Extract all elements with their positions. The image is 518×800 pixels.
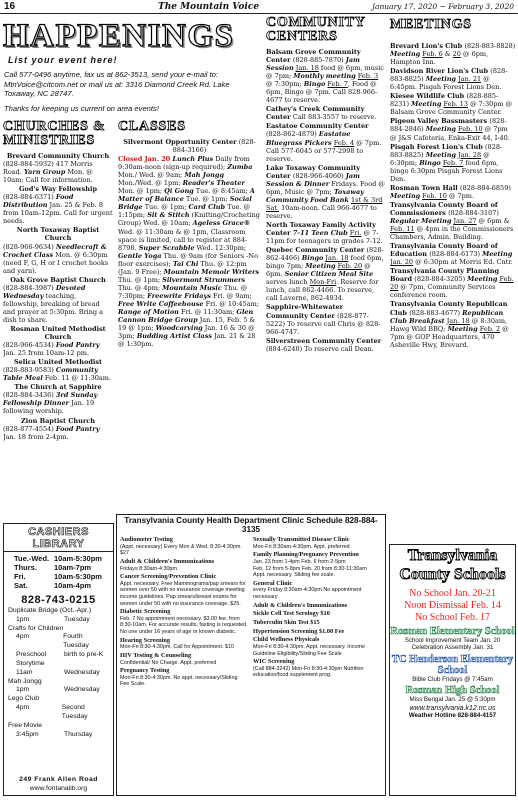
- hours-time: 10am-5:30pm: [54, 572, 102, 581]
- clinic-service: HIV Testing & Counseling: [120, 651, 192, 659]
- rosman-high: Rosman High School: [405, 684, 500, 696]
- class-name: Lunch Plus: [172, 155, 214, 164]
- rosman-elementary: Rosman Elementary School: [390, 625, 515, 637]
- meeting-name: Pisgah Forest Lion's Club: [390, 142, 486, 151]
- clinic-details: Appt. necessary. Free Mammograms/pap smears for women over 50 with no insurance coverage meeting income guidelines. Pap smears/breast exams for women under 50 with no insurance coverage. $25.: [120, 580, 246, 607]
- class-name: Woodcarving: [155, 324, 203, 333]
- tc-henderson-elementary: TC Henderson Elementary School: [391, 653, 514, 676]
- meeting-name: Transylvania County Planning Board: [390, 267, 500, 284]
- church-name: Selica United Methodist: [13, 358, 103, 367]
- clinic-service: Adult & Children's Immunizations: [253, 601, 348, 609]
- class-name: Mah Jongg: [184, 171, 224, 180]
- community-column: [266, 48, 386, 514]
- weather-hotline: Weather Hotline 828-884-4157: [408, 712, 497, 720]
- program-time-row: [8, 704, 109, 722]
- hours-time: 10am-4pm: [54, 581, 92, 590]
- meeting-entry: [390, 92, 516, 116]
- library-website: www.fontanalib.org: [29, 784, 88, 792]
- clinic-service: Hypertension Screening $1.00 Fee: [253, 627, 345, 635]
- library-title: CASHIERS LIBRARY: [4, 524, 113, 552]
- program-time: 3:45pm: [16, 730, 39, 738]
- community-details: (828-966-4060) Jam Session & Dinner Fridays. Food @ 6pm, Music @ 7pm; Toxaway Community Food Bank 1st & 3rd Sat. 10am-noon. Call 966-4677 to reserve.: [266, 171, 385, 220]
- clinic-details: Mon-Fri 8:30am-4:30pm. Appt. preferred: [253, 543, 350, 550]
- program-name: Lego Club: [8, 695, 39, 703]
- church-name: Zion Baptist Church: [21, 416, 95, 425]
- meeting-entry: [390, 201, 516, 241]
- clinic-service: Hearing Screening: [120, 636, 171, 644]
- class-name: Range of Motion: [118, 307, 179, 316]
- program-time: 1pm: [16, 686, 30, 694]
- clinic-service: Audiometer Testing: [120, 536, 173, 543]
- meeting-name: Transylvania County Board of Commissioners: [390, 200, 498, 217]
- clinic-details: Appt. necessary. Sliding fee scale.: [253, 572, 336, 579]
- meeting-name: Transylvania County Board of Education: [390, 242, 498, 259]
- church-entry: The Church at Sapphire (828-884-3436) 3rd Sunday Fellowship Dinner Jan. 19 following worship.: [3, 383, 113, 415]
- community-entry: [266, 337, 386, 353]
- class-name: Glen Cannon Bridge Group: [118, 307, 254, 325]
- meeting-entry: [390, 267, 516, 299]
- church-name: The Church at Sapphire: [14, 383, 102, 392]
- program-time: 4pm: [16, 633, 30, 641]
- church-name: Brevard Community Church: [6, 152, 110, 160]
- class-name: Silvermont Strummers: [162, 275, 246, 284]
- clinic-service: Diabetic Screening: [120, 608, 171, 616]
- schools-title-1: Transylvania: [407, 547, 498, 564]
- health-left-column: [120, 535, 248, 793]
- meeting-entry: [390, 42, 516, 66]
- class-name: Free Write Coffeehouse: [118, 299, 204, 308]
- community-details: (884-6240) To reserve call Dean.: [266, 344, 374, 353]
- church-entry: North Toxaway Baptist Church (828-966-9634) Needlecraft & Crochet Class Mon. @ 6:30pm (need F, G, H or I crochet hooks and yarn).: [3, 226, 113, 274]
- class-name: Card Club: [188, 203, 226, 212]
- schools-title-2: County Schools: [399, 566, 506, 584]
- meeting-entry: [390, 300, 516, 348]
- community-entry: [266, 122, 386, 162]
- church-name: Rosman United Methodist Church: [10, 324, 106, 342]
- meeting-name: Brevard Lion's Club: [390, 42, 465, 50]
- clinic-details: Mon-Fri 8:30-4:30pm. Call for Appointment. $10: [120, 644, 234, 651]
- clinic-details: every Friday 8:30am-4:30pm No appointment necessary: [253, 587, 362, 600]
- schools-website[interactable]: www.transylvania.k12.nc.us: [409, 705, 496, 713]
- meeting-details: (828-883-8825) Meeting Jan. 21 @ 6:45pm. Pisgah Forest Lions Den.: [390, 67, 508, 92]
- clinic-service: Sexually Transmitted Disease Clinic: [253, 536, 350, 543]
- clinic-details: Feb. 7 No appointment necessary. $3.00 fee. from 8:30-10am. For accurate results, fasting is requested. No one under 16 years of age or known diabetic.: [120, 615, 248, 636]
- clinic-details: (Appt. necessary) Every Mon & Wed. 8:30-4:30pm. $27: [120, 543, 242, 557]
- contact-text: Call 577-0496 anytime, fax us at 862-3513, send your e-mail to: MtnVoice@citcom.net or mail us at: 3316 Diamond Creek Rd. Lake Toxaway, NC 28747.: [4, 70, 230, 99]
- community-name: Sapphire-Whitewater Community Center: [266, 303, 344, 320]
- program-day: Wednesday: [64, 668, 100, 676]
- church-entry: Zion Baptist Church (828-877-4554) Food Pantry Jan. 18 from 2-4pm.: [3, 417, 113, 441]
- community-name: Balsam Grove Community Center: [266, 48, 361, 65]
- meeting-details: (828-883-4677) Republican Club Breakfast Jan. 18 @ 8:30am, Hawg Wild BBQ; Meeting Feb. 2 @ 7pm @ GOP Headquarters, 470 Asheville Hwy, Brevard.: [390, 308, 509, 349]
- classes-heading: CLASSES: [118, 119, 186, 134]
- class-name: Mountain Memoir Writers: [163, 267, 260, 276]
- clinic-service: Family Planning/Pregnancy Prevention: [253, 551, 359, 559]
- program-time-row: [8, 651, 109, 669]
- meeting-details: (828-883-8828) Meeting Feb. 6 & 20 @ 6pm, Hampton Inn.: [390, 42, 516, 67]
- library-footer: [4, 776, 113, 793]
- hours-day: Sat.: [14, 581, 28, 590]
- issue-date: January 17, 2020 ~ February 3, 2020: [371, 2, 514, 11]
- meeting-details: (828-883-8825) Meeting Jan. 28 @ 6:30pm; Bingo Feb. 7 food 6pm, bingo 6:30pm Pisgah Forest Lions Den.: [390, 142, 503, 183]
- program-time: 1pm: [16, 615, 30, 623]
- happenings-title: HAPPENINGS: [3, 18, 235, 54]
- clinic-details: Confidential/ No Charge. Appt. preferred: [120, 659, 217, 666]
- hours-time: 10am-7pm: [54, 563, 92, 572]
- library-hours-row: [14, 554, 109, 563]
- meeting-entry: [390, 242, 516, 266]
- meeting-entry: [390, 143, 516, 183]
- church-event: Food Pantry: [55, 424, 100, 433]
- rosman-high-note: Miss Bengal Jan. 25 @ 5:30pm: [409, 696, 496, 703]
- community-details: (828-885-7870) Jam Session Jan. 18 food @ 6pm, music @ 7pm; Monthly meeting Feb. 3 @ 7:30pm; Bingo Feb. 7, Food @ 6pm, Bingo @ 7pm. Call 828-966-4677 to reserve.: [266, 56, 384, 105]
- class-name: Mountain Music: [162, 283, 222, 292]
- meeting-name: Transylvania County Republican Club: [390, 300, 508, 317]
- library-hours-row: [14, 563, 109, 572]
- school-notice: No School Feb. 17: [415, 611, 490, 623]
- community-entry: [266, 246, 386, 302]
- class-name: Freewrite Fridays: [147, 291, 211, 300]
- class-name: Sit & Stitch: [147, 211, 190, 220]
- clinic-service: Adult & Children's Immunizations: [120, 557, 215, 565]
- program-name: Free Movie: [8, 721, 42, 729]
- rosman-elementary-note: School Improvement Team Jan. 20 Celebration Assembly Jan. 31: [404, 636, 501, 652]
- community-details: (828-862-4466) Bingo Jan. 18 food 6pm, bingo 7pm; Meeting Feb. 20 @ 6pm. Senior Citizen Meal Site serves lunch Mon-Fri. Reserve for lunch, call 862-4466. To reserve, call Laverne, 862-4934.: [266, 246, 384, 303]
- hours-time: 10am-5:30pm: [54, 554, 102, 563]
- community-name: Silverstreen Community Center: [266, 336, 382, 345]
- meeting-details: (828-884-2846) Meeting Feb. 10 @ 7pm @ J&S Cafeteria, Enka-Exit 44, I-40.: [390, 117, 510, 142]
- cashiers-library-box: [3, 523, 114, 796]
- hours-day: Tue.-Wed.: [14, 554, 50, 563]
- program-day: Fourth Tuesday: [63, 633, 89, 650]
- clinic-service: Cancer Screening/Prevention Clinic: [120, 573, 217, 581]
- clinic-details: Mon-Fri 8:30-4:30pm. Appt. necessary. Income Guideline Eligibility/Sliding Fee Scale: [253, 643, 365, 657]
- church-event: Yarn Group: [23, 168, 66, 177]
- church-event: Food Distribution: [3, 193, 74, 210]
- class-name: Budding Artist Class: [136, 332, 213, 341]
- community-entry: [266, 48, 386, 104]
- clinic-service: Sickle Cell Test Serology $10: [253, 610, 330, 618]
- church-entry: Rosman United Methodist Church (828-966-4534) Food Pantry Jan. 25 from 10am-12 pm.: [3, 325, 113, 357]
- community-name: Eastatoe Community Center: [266, 122, 369, 131]
- tc-henderson-note: Bible Club Fridays @ 7:45am: [412, 675, 493, 683]
- library-hours-row: [14, 572, 109, 581]
- meeting-name: Pigeon Valley Bassmasters: [390, 117, 490, 126]
- program-day: Tuesday: [64, 615, 90, 623]
- school-notices: [390, 588, 515, 624]
- community-entry: [266, 221, 386, 245]
- church-name: God's Way Fellowship: [19, 185, 97, 194]
- clinic-service: Pregnancy Testing: [120, 667, 170, 675]
- class-name: Ageless Grace®: [192, 219, 251, 228]
- community-name: Lake Toxaway Community Center: [266, 163, 361, 180]
- class-name: Gentle Yoga: [118, 251, 162, 260]
- page-number: 16: [4, 1, 16, 12]
- class-name: Tai Chi: [172, 259, 199, 268]
- community-details: 7-11 Teen Club Fri. @ 7-11pm for teenagers in grades 7-12.: [266, 229, 383, 246]
- meeting-entry: [390, 184, 516, 200]
- county-schools-box: [389, 544, 516, 796]
- school-notice: Noon Dismissal Feb. 14: [404, 599, 501, 611]
- clinic-details: Mon-Fri 8:30-4:30pm. No appt. necessary/Sliding Fee Scale.: [120, 674, 238, 688]
- program-time: 4pm: [16, 704, 30, 712]
- class-name: Qi Gong: [164, 187, 194, 196]
- clinic-service: WIC Screening: [253, 658, 295, 666]
- masthead: The Mountain Voice: [158, 1, 260, 12]
- meeting-name: Davidson River Lion's Club: [390, 67, 491, 76]
- community-details: (828-877-5222) To reserve call Chris @ 828-966-4747.: [266, 311, 381, 336]
- hours-day: Thurs.: [14, 563, 37, 572]
- church-event: Devoted Wednesday: [3, 283, 86, 300]
- clinic-service: Child Wellness Physicals: [253, 636, 320, 644]
- school-notice: No School Jan. 20-21: [409, 587, 496, 599]
- meeting-entry: [390, 67, 516, 91]
- program-day: Wednesday: [64, 686, 100, 694]
- church-event: 3rd Sunday Fellowship Dinner: [3, 391, 98, 408]
- program-time-row: [8, 633, 109, 651]
- meeting-details: (828-884-3205) Meeting Feb. 20 @ 7pm, Community Services conference room.: [390, 275, 514, 300]
- happenings-contact-info: [4, 70, 262, 114]
- program-time-row: [8, 616, 109, 625]
- library-address: 249 Frank Allen Road: [19, 776, 98, 784]
- program-name: Crafts for Children: [8, 624, 64, 632]
- class-name: Social Bridge: [118, 195, 252, 212]
- library-hours: [4, 552, 113, 590]
- meeting-details: (828-884-6173) Meeting Jan. 20 @ 6:30pm at Morris Ed. Cntr.: [390, 250, 513, 267]
- thanks-text: Thanks for keeping us current on area events!: [4, 103, 159, 113]
- program-time-row: [8, 686, 109, 695]
- meeting-entry: [390, 117, 516, 141]
- closed-notice: Closed Jan. 20: [118, 155, 173, 164]
- class-name: A Matter of Balance: [118, 187, 255, 204]
- community-entry: [266, 164, 386, 220]
- happenings-subtitle: List your event here!: [8, 55, 118, 65]
- program-day: birth to pre-K: [64, 651, 104, 659]
- class-name: Reader's Theater: [182, 179, 245, 188]
- church-entry: Brevard Community Church (828-884-5932) 417 Morris Road. Yarn Group Mon. @ 10am; Call for information.: [3, 152, 113, 184]
- meetings-column: [390, 42, 516, 540]
- church-entry: Selica United Methodist (828-883-9583) Community Table Meal Feb. 11 @ 11:30am.: [3, 358, 113, 382]
- church-name: North Toxaway Baptist Church: [16, 226, 100, 243]
- clinic-service: Tuberculin Skin Test $15: [253, 618, 320, 626]
- classes-body: Closed Jan. 20 Lunch Plus Daily from 9:30am-noon (sign-up required); Zumba Mon./ Wed. @ 9am; Mah Jongg Mon./Wed. @ 1pm; Reader's Theater Mon. @ 1pm; Qi Gong Tue. @ 8:45am; A Matter of Balance Tue. @ 1pm; Social Bridge Tue. @ 1pm; Card Club Tue. @ 1:15pm; Sit & Stitch (Knitting/Crocheting Group) Wed. @ 10am; Ageless Grace® Wed. @ 11:30am & @ 1pm, Classroom space is limited, call to register at 884-8798. Super Scrabble Wed. 12:30pm; Gentle Yoga Thu. @ 9am (for Seniors -No floor exercises); Tai Chi Thu. @ 12:pm (Jan. 9 Free); Mountain Memoir Writers Thu. @ 1pm; Silvermont Strummers Thu. @ 4pm; Mountain Music Thu. @ 7:30pm; Freewrite Fridays Fri. @ 9am; Free Write Coffeehouse Fri. @ 10:45am; Range of Motion Fri. @ 11:30am; Glen Cannon Bridge Group Jan. 15, Feb. 5 & 19 @ 1pm; Woodcarving Jan. 16 & 30 @ 3pm; Budding Artist Class Jan. 21 & 28 @ 1:30pm.: [118, 155, 260, 349]
- clinic-details: (Call 884-3242) Mon-Fri 8:30-4:30pm Nutrition education/food supplement prog.: [253, 665, 364, 679]
- classes-column: [118, 138, 261, 512]
- church-event: Community Table Meal: [3, 366, 98, 383]
- class-name: Zumba: [227, 163, 253, 172]
- classes-org-name: Silvermont Opportunity Center (828-884-3166): [123, 138, 256, 155]
- community-entry: [266, 105, 386, 121]
- program-time: Preschool Storytime: [16, 651, 47, 667]
- community-name: Cathey's Creek Community Center: [266, 105, 365, 122]
- churches-heading: CHURCHES & MINISTRIES: [3, 119, 106, 148]
- library-hours-row: [14, 581, 109, 590]
- church-name: Oak Grove Baptist Church: [10, 275, 106, 284]
- health-department-box: [116, 514, 386, 796]
- meetings-heading: MEETINGS: [390, 17, 472, 32]
- clinic-details: Fridays 8:30am-4:30pm.: [120, 565, 179, 572]
- clinic-details: Jan. 23 from 1-4pm Feb. 6 from 2-5pm: [253, 558, 346, 565]
- hours-day: Fri.: [14, 572, 26, 581]
- program-time-row: [8, 669, 109, 678]
- page-header: [0, 0, 518, 14]
- meeting-name: Rosman Town Hall: [390, 183, 461, 192]
- clinic-details: Feb. 12 from 5-8pm Feb. 20 from 8:30-11:30am: [253, 565, 367, 572]
- church-entry: Oak Grove Baptist Church (828-884-3987) Devoted Wednesday teaching, fellowship, breaking of bread and prayer at 5:30pm. Bring a dish to share.: [3, 276, 113, 324]
- church-event: Food Pantry: [55, 341, 100, 350]
- community-heading: COMMUNITY CENTERS: [266, 15, 366, 44]
- program-name: Mah Jongg: [8, 677, 42, 685]
- church-entry: God's Way Fellowship (828-884-6371) Food Distribution Jan. 25 & Feb. 8 from 10am-12pm. Call for urgent needs.: [3, 185, 113, 226]
- meeting-name: Kiesee Wildlife Club: [390, 92, 467, 101]
- health-title: Transylvania County Health Department Clinic Schedule 828-884-3135: [124, 516, 378, 535]
- meeting-details: (828-884-6859) Meeting Feb. 10 @ 7pm.: [390, 183, 511, 200]
- library-programs: [4, 606, 113, 739]
- program-time-row: [8, 731, 109, 740]
- clinic-service: General Clinic: [253, 579, 293, 587]
- program-day: Thursday: [64, 730, 93, 738]
- health-right-column: [253, 535, 383, 793]
- community-name: Quebec Community Center: [266, 246, 367, 255]
- community-name: North Toxaway Family Activity Center: [266, 220, 376, 238]
- program-day: Second Tuesday: [61, 704, 88, 720]
- class-name: Super Scrabble: [138, 243, 195, 252]
- library-phone: 828-743-0215: [21, 594, 96, 606]
- meeting-details: (828-885-8231) Meeting Feb. 13 @ 7:30pm @ Balsam Grove Community Center.: [390, 92, 513, 117]
- community-details: Call 883-3557 to reserve.: [292, 113, 377, 122]
- program-time: 11am: [16, 668, 33, 676]
- churches-column: [3, 152, 113, 520]
- meeting-details: (828-884-3107) Regular Meeting Jan. 27 @ 6pm & Feb. 11 @ 4pm in the Commissioners Chambers, Admin. Building.: [390, 208, 514, 242]
- community-entry: [266, 303, 386, 335]
- community-details: (828-862-4879) Eastatoe Bluegrass Pickers Feb. 4 @ 7pm. Call 577-6045 or 577-2998 to reserve.: [266, 130, 382, 163]
- program-name: Duplicate Bridge (Oct.-Apr.): [8, 607, 92, 614]
- church-event: Needlecraft & Crochet Class: [3, 242, 107, 259]
